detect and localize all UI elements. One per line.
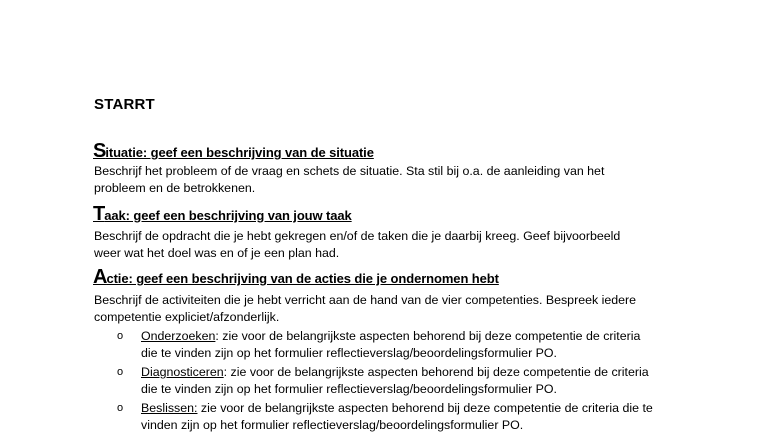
bullet-item-diagnosticeren — [141, 364, 649, 381]
bullet-text: : zie voor de belangrijkste aspecten behorend bij deze competentie de criteria — [215, 329, 641, 343]
bullet-marker: o — [117, 330, 124, 342]
heading-text: aak: geef een beschrijving van jouw taak — [104, 208, 352, 223]
heading-text: ctie: geef een beschrijving van de acties die je ondernomen hebt — [106, 271, 499, 286]
paragraph-line: Beschrijf de activiteiten die je hebt verricht aan de hand van de vier competenties. Bespreek iedere — [94, 293, 637, 307]
heading-actie — [93, 266, 499, 289]
bullet-continuation: die te vinden zijn op het formulier reflectieverslag/beoordelingsformulier PO. — [141, 382, 557, 396]
paragraph-line: weer wat het doel was en of je een plan had. — [94, 246, 340, 260]
document-title: STARRT — [94, 96, 155, 113]
heading-initial: T — [93, 203, 105, 225]
bullet-term: Beslissen: — [141, 401, 198, 415]
bullet-term: Diagnosticeren — [141, 365, 224, 379]
paragraph-line: Beschrijf het probleem of de vraag en schets de situatie. Sta stil bij o.a. de aanleiding van het — [94, 164, 605, 178]
bullet-item-onderzoeken — [141, 328, 640, 345]
heading-situatie — [93, 140, 374, 163]
bullet-continuation: vinden zijn op het formulier reflectieverslag/beoordelingsformulier PO. — [141, 418, 524, 432]
bullet-text: zie voor de belangrijkste aspecten behorend bij deze competentie de criteria die te — [197, 401, 653, 415]
heading-text: ituatie: geef een beschrijving van de situatie — [105, 145, 374, 160]
heading-taak — [93, 203, 352, 226]
heading-initial: A — [93, 266, 107, 288]
paragraph-line: probleem en de betrokkenen. — [94, 181, 256, 195]
heading-initial: S — [93, 140, 106, 162]
bullet-marker: o — [117, 402, 124, 414]
bullet-text: : zie voor de belangrijkste aspecten behorend bij deze competentie de criteria — [223, 365, 649, 379]
bullet-item-beslissen — [141, 400, 653, 417]
paragraph-line: Beschrijf de opdracht die je hebt gekregen en/of de taken die je daarbij kreeg. Geef bijvoorbeeld — [94, 229, 621, 243]
bullet-continuation: die te vinden zijn op het formulier reflectieverslag/beoordelingsformulier PO. — [141, 346, 557, 360]
bullet-term: Onderzoeken — [141, 329, 216, 343]
paragraph-line: competentie expliciet/afzonderlijk. — [94, 310, 280, 324]
bullet-marker: o — [117, 366, 124, 378]
